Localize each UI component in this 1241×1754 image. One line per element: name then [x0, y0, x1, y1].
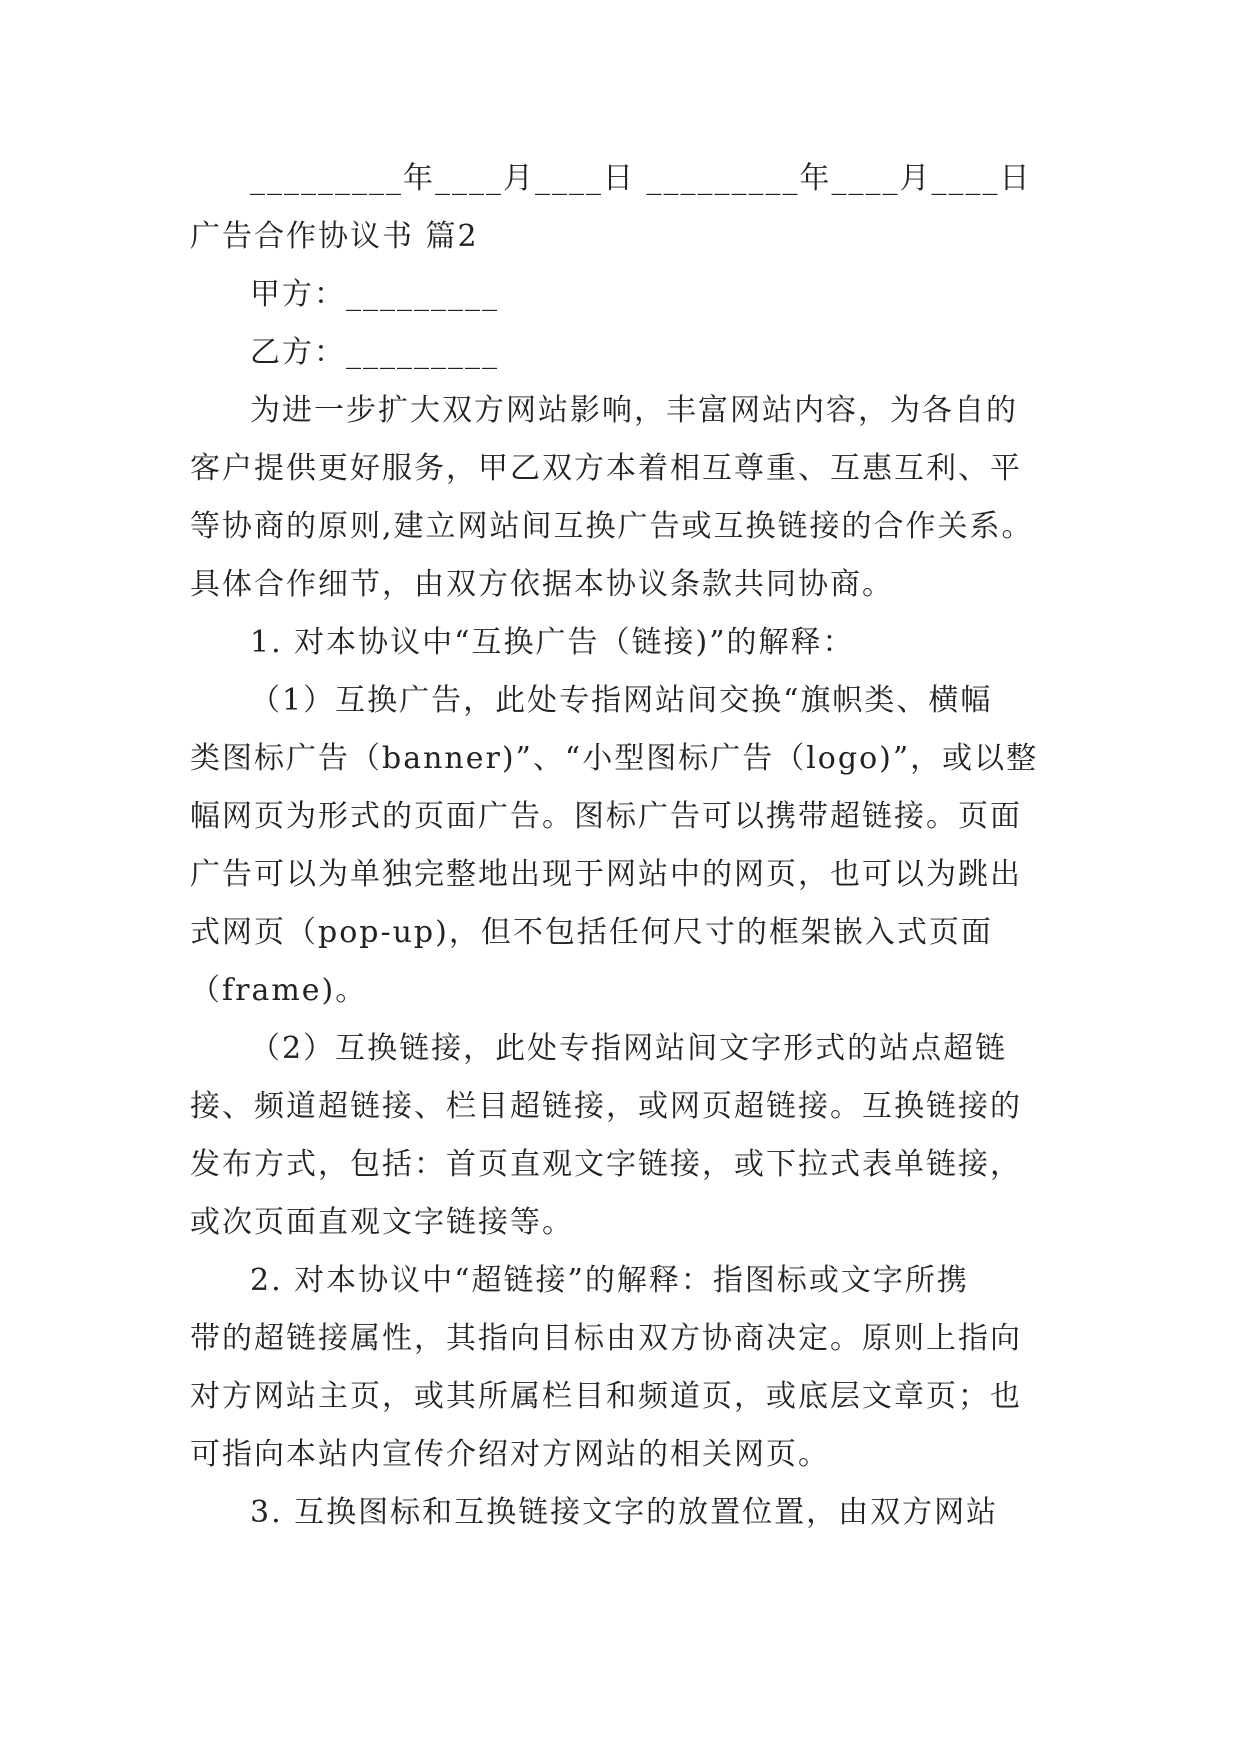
paragraph-line: 等协商的原则,建立网站间互换广告或互换链接的合作关系。: [190, 509, 1034, 544]
paragraph-line: 式网页（pop-up)，但不包括任何尺寸的框架嵌入式页面: [190, 915, 993, 950]
paragraph-line: 广告可以为单独完整地出现于网站中的网页，也可以为跳出: [190, 857, 1022, 892]
paragraph-line: （frame)。: [190, 973, 368, 1008]
paragraph-line: 对方网站主页，或其所属栏目和频道页，或底层文章页；也: [190, 1379, 1022, 1414]
paragraph-line: 2. 对本协议中“超链接”的解释：指图标或文字所携: [250, 1263, 969, 1298]
intro-paragraph: [190, 382, 1070, 614]
paragraph-line: 客户提供更好服务，甲乙双方本着相互尊重、互惠互利、平: [190, 451, 1022, 486]
paragraph-line: 幅网页为形式的页面广告。图标广告可以携带超链接。页面: [190, 799, 1022, 834]
clause-2-paragraph: [190, 1252, 1070, 1484]
clause-1-2-paragraph: [190, 1020, 1070, 1252]
document-heading: 广告合作协议书 篇2: [190, 219, 479, 254]
signature-date-line: _________年____月____日 _________年____月____日: [250, 161, 1032, 196]
document-page: [190, 150, 1070, 1542]
paragraph-line: 发布方式，包括：首页直观文字链接，或下拉式表单链接，: [190, 1147, 1022, 1182]
party-a-line: 甲方：_________: [250, 277, 499, 312]
clause-1-title: 1. 对本协议中“互换广告（链接)”的解释：: [250, 625, 855, 660]
paragraph-line: （2）互换链接，此处专指网站间文字形式的站点超链: [250, 1031, 1008, 1066]
paragraph-line: 或次页面直观文字链接等。: [190, 1205, 574, 1240]
paragraph-line: 类图标广告（banner)”、“小型图标广告（logo)”，或以整: [190, 741, 1039, 776]
paragraph-line: 可指向本站内宣传介绍对方网站的相关网页。: [190, 1437, 830, 1472]
clause-1-1-paragraph: [190, 672, 1070, 1020]
paragraph-line: 具体合作细节，由双方依据本协议条款共同协商。: [190, 567, 894, 602]
paragraph-line: 带的超链接属性，其指向目标由双方协商决定。原则上指向: [190, 1321, 1022, 1356]
paragraph-line: （1）互换广告，此处专指网站间交换“旗帜类、横幅: [250, 683, 993, 718]
party-b-line: 乙方：_________: [250, 335, 499, 370]
paragraph-line: 接、频道超链接、栏目超链接，或网页超链接。互换链接的: [190, 1089, 1022, 1124]
paragraph-line: 3. 互换图标和互换链接文字的放置位置，由双方网站: [250, 1495, 999, 1530]
clause-3-paragraph: [190, 1484, 1070, 1542]
paragraph-line: 为进一步扩大双方网站影响，丰富网站内容，为各自的: [250, 393, 1018, 428]
